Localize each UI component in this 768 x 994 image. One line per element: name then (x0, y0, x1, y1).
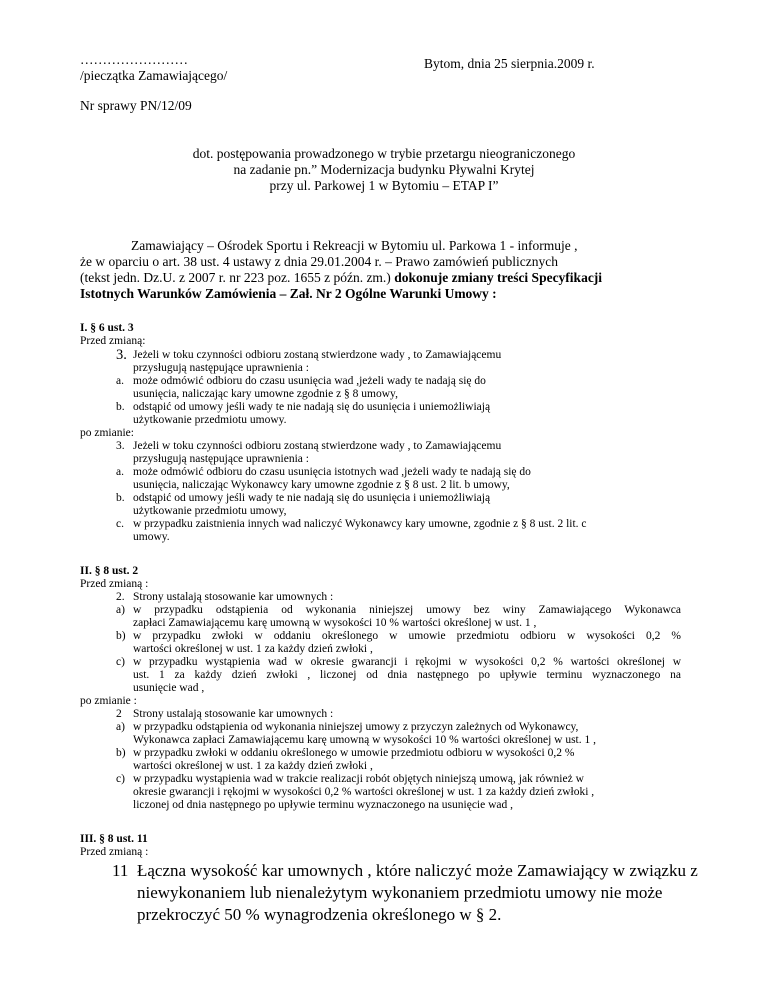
section-2-before-line: usunięcie wad , (133, 682, 205, 694)
section-1-before-line: Jeżeli w toku czynności odbioru zostaną stwierdzone wady , to Zamawiającemu (133, 349, 502, 361)
section-2-before-line: zapłaci Zamawiającemu karę umowną w wysokości 10 % wartości określonej w ust. 1 , (133, 617, 537, 629)
stamp-label: /pieczątka Zamawiającego/ (80, 68, 228, 83)
section-1-before-marker: b. (116, 401, 125, 413)
section-1-after-marker: 3. (116, 440, 125, 452)
section-1-after-line: użytkowanie przedmiotu umowy, (133, 505, 287, 517)
section-2-after-marker: b) (116, 747, 126, 759)
section-1-before-marker: a. (116, 375, 124, 387)
intro-line-1: Zamawiający – Ośrodek Sportu i Rekreacji w Bytomiu ul. Parkowa 1 - informuje , (131, 238, 578, 253)
section-3-heading: III. § 8 ust. 11 (80, 833, 148, 845)
section-1-heading: I. § 6 ust. 3 (80, 322, 134, 334)
place-date: Bytom, dnia 25 sierpnia.2009 r. (424, 56, 595, 71)
subject-line-2: na zadanie pn.” Modernizacja budynku Pływalni Krytej (233, 162, 535, 177)
stamp-placeholder-dots: …………………… (80, 52, 188, 67)
section-1-after-line: przysługują następujące uprawnienia : (133, 453, 309, 465)
section-2-before-label: Przed zmianą : (80, 578, 149, 590)
intro-line-3 (80, 270, 602, 286)
subject-line-1: dot. postępowania prowadzonego w trybie przetargu nieograniczonego (192, 146, 576, 161)
section-1-after-line: umowy. (133, 531, 170, 543)
section-2-after-marker: a) (116, 721, 125, 733)
section-1-after-line: odstąpić od umowy jeśli wady te nie nadają się do usunięcia i uniemożliwiają (133, 492, 491, 504)
section-2-before-line: Strony ustalają stosowanie kar umownych : (133, 591, 334, 603)
section-1-before-line: może odmówić odbioru do czasu usunięcia wad ,jeżeli wady te nadają się do (133, 375, 486, 387)
section-1-after-line: Jeżeli w toku czynności odbioru zostaną stwierdzone wady , to Zamawiającemu (133, 440, 502, 452)
section-2-after-label: po zmianie : (80, 695, 137, 707)
case-number: Nr sprawy PN/12/09 (80, 98, 192, 113)
section-2-before-marker: a) (116, 604, 125, 616)
section-2-before-line: w przypadku wystąpienia wad w okresie gwarancji i rękojmi w wysokości 0,2 % wartości określonej w (133, 656, 681, 668)
section-1-before-line: użytkowanie przedmiotu umowy. (133, 414, 287, 426)
intro-line-2: że w oparciu o art. 38 ust. 4 ustawy z dnia 29.01.2004 r. – Prawo zamówień publicznych (80, 254, 559, 269)
intro-line-4: Istotnych Warunków Zamówienia – Zał. Nr 2 Ogólne Warunki Umowy : (80, 286, 497, 301)
section-1-before-line: usunięcia, naliczając kary umowne zgodnie z § 8 umowy, (133, 388, 398, 400)
section-1-after-marker: c. (116, 518, 124, 530)
section-2-after-line: w przypadku wystąpienia wad w trakcie realizacji robót objętych niniejszą umową, jak również w (133, 773, 584, 785)
intro-citation: (tekst jedn. Dz.U. z 2007 r. nr 223 poz. 1655 z późn. zm.) (80, 270, 391, 285)
section-1-before-label: Przed zmianą: (80, 335, 146, 347)
section-1-after-marker: a. (116, 466, 124, 478)
section-2-after-marker: 2 (116, 708, 122, 720)
section-2-after-line: liczonej od dnia następnego po upływie terminu wyznaczonego na usunięcie wad , (133, 799, 514, 811)
section-2-heading: II. § 8 ust. 2 (80, 565, 139, 577)
section-2-after-line: okresie gwarancji i rękojmi w wysokości 0,2 % wartości określonej w ust. 1 za każdy dzień zwłoki , (133, 786, 595, 798)
intro-change-notice: dokonuje zmiany treści Specyfikacji (390, 270, 603, 285)
section-1-after-line: w przypadku zaistnienia innych wad naliczyć Wykonawcy kary umowne, zgodnie z § 8 ust. 2 lit. c (133, 518, 587, 530)
section-3-item-number: 11 (112, 861, 129, 880)
section-1-before-line: przysługują następujące uprawnienia : (133, 362, 309, 374)
section-1-before-num-3: 3. (116, 347, 127, 363)
section-3-line: przekroczyć 50 % wynagrodzenia określonego w § 2. (137, 905, 502, 924)
section-2-before-marker: 2. (116, 591, 125, 603)
section-2-after-marker: c) (116, 773, 125, 785)
section-1-after-label: po zmianie: (80, 427, 134, 439)
section-2-before-line: ust. 1 za każdy dzień zwłoki , liczonej od dnia następnego po upływie terminu wyznaczonego na (133, 669, 681, 681)
section-2-before-marker: b) (116, 630, 126, 642)
section-3-line: Łączna wysokość kar umownych , które naliczyć może Zamawiający w związku z (137, 861, 698, 880)
section-2-before-line: w przypadku odstąpienia od wykonania niniejszej umowy bez winy Zamawiającego Wykonawca (133, 604, 681, 616)
section-1-after-line: może odmówić odbioru do czasu usunięcia istotnych wad ,jeżeli wady te nadają się do (133, 466, 531, 478)
subject-line-3: przy ul. Parkowej 1 w Bytomiu – ETAP I” (269, 178, 499, 193)
section-1-after-marker: b. (116, 492, 125, 504)
section-2-before-line: wartości określonej w ust. 1 za każdy dzień zwłoki , (133, 643, 373, 655)
section-2-after-line: w przypadku zwłoki w oddaniu określonego w umowie przedmiotu odbioru w wysokości 0,2 % (133, 747, 575, 759)
section-2-after-line: Wykonawca zapłaci Zamawiającemu karę umowną w wysokości 10 % wartości określonej w ust. 1 , (133, 734, 596, 746)
section-3-line: niewykonaniem lub nienależytym wykonaniem przedmiotu umowy nie może (137, 883, 663, 902)
section-2-before-line: w przypadku zwłoki w oddaniu określonego w umowie przedmiotu odbioru w wysokości 0,2 % (133, 630, 681, 642)
section-2-after-line: Strony ustalają stosowanie kar umownych : (133, 708, 334, 720)
section-2-before-marker: c) (116, 656, 125, 668)
section-1-after-line: usunięcia, naliczając Wykonawcy kary umowne zgodnie z § 8 ust. 2 lit. b umowy, (133, 479, 510, 491)
section-2-after-line: w przypadku odstąpienia od wykonania niniejszej umowy z przyczyn zależnych od Wykonawcy, (133, 721, 579, 733)
section-3-before-label: Przed zmianą : (80, 846, 149, 858)
section-2-after-line: wartości określonej w ust. 1 za każdy dzień zwłoki , (133, 760, 373, 772)
section-1-before-line: odstąpić od umowy jeśli wady te nie nadają się do usunięcia i uniemożliwiają (133, 401, 491, 413)
